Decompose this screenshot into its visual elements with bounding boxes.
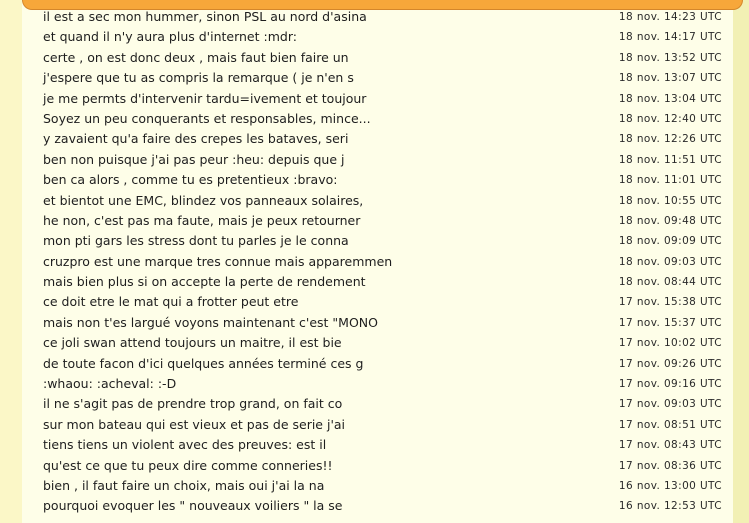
message-row[interactable] <box>22 192 728 212</box>
message-link[interactable]: bien , il faut faire un choix, mais oui j'ai la na <box>43 477 325 493</box>
message-link[interactable]: et quand il n'y aura plus d'internet :mdr: <box>43 29 297 45</box>
message-timestamp: 18 nov. 08:44 UTC <box>618 276 722 289</box>
message-timestamp: 18 nov. 09:48 UTC <box>618 214 722 227</box>
message-link[interactable]: ce joli swan attend toujours un maitre, il est bie <box>43 335 342 351</box>
message-row[interactable] <box>22 130 728 150</box>
message-row[interactable] <box>22 151 728 171</box>
message-row[interactable] <box>22 8 728 28</box>
message-timestamp: 17 nov. 15:37 UTC <box>618 316 722 329</box>
message-row[interactable] <box>22 395 728 415</box>
message-row[interactable] <box>22 457 728 477</box>
message-link[interactable]: et bientot une EMC, blindez vos panneaux solaires, <box>43 192 364 208</box>
message-link[interactable]: ben non puisque j'ai pas peur :heu: depuis que j <box>43 151 345 167</box>
message-timestamp: 18 nov. 12:40 UTC <box>618 112 722 125</box>
message-timestamp: 18 nov. 11:51 UTC <box>618 153 722 166</box>
message-timestamp: 18 nov. 10:55 UTC <box>618 194 722 207</box>
message-link[interactable]: mais bien plus si on accepte la perte de rendement <box>43 274 366 290</box>
message-timestamp: 17 nov. 09:16 UTC <box>618 378 722 391</box>
message-link[interactable]: he non, c'est pas ma faute, mais je peux retourner <box>43 212 361 228</box>
message-row[interactable] <box>22 477 728 497</box>
message-timestamp: 18 nov. 14:23 UTC <box>618 11 722 23</box>
left-margin-strip <box>0 0 22 523</box>
message-timestamp: 18 nov. 09:03 UTC <box>618 255 722 268</box>
message-row[interactable] <box>22 212 728 232</box>
message-link[interactable]: ce doit etre le mat qui a frotter peut etre <box>43 294 299 310</box>
message-link[interactable]: mais non t'es largué voyons maintenant c'est "MONO <box>43 314 378 330</box>
message-timestamp: 17 nov. 08:51 UTC <box>618 418 722 431</box>
message-link[interactable]: tiens tiens un violent avec des preuves: est il <box>43 437 327 453</box>
message-timestamp: 16 nov. 13:00 UTC <box>618 479 722 492</box>
message-timestamp: 17 nov. 09:26 UTC <box>618 357 722 370</box>
message-timestamp: 18 nov. 12:26 UTC <box>618 133 722 146</box>
message-row[interactable] <box>22 49 728 69</box>
message-timestamp: 18 nov. 13:52 UTC <box>618 51 722 64</box>
message-link[interactable]: pourquoi evoquer les " nouveaux voiliers " la se <box>43 498 343 514</box>
message-link[interactable]: certe , on est donc deux , mais faut bien faire un <box>43 49 349 65</box>
message-link[interactable]: il ne s'agit pas de prendre trop grand, on fait co <box>43 396 343 412</box>
message-timestamp: 18 nov. 13:07 UTC <box>618 72 722 85</box>
message-link[interactable]: mon pti gars les stress dont tu parles je le conna <box>43 233 349 249</box>
message-link[interactable]: cruzpro est une marque tres connue mais apparemmen <box>43 253 393 269</box>
message-timestamp: 18 nov. 11:01 UTC <box>618 174 722 187</box>
message-row[interactable] <box>22 273 728 293</box>
message-row[interactable] <box>22 375 728 395</box>
message-row[interactable] <box>22 171 728 191</box>
right-page-edge <box>733 0 749 523</box>
message-row[interactable] <box>22 355 728 375</box>
message-row[interactable] <box>22 416 728 436</box>
message-link[interactable]: il est a sec mon hummer, sinon PSL au nord d'asina <box>43 9 367 24</box>
message-link[interactable]: y zavaient qu'a faire des crepes les bataves, seri <box>43 131 349 147</box>
message-link[interactable]: ben ca alors , comme tu es pretentieux :bravo: <box>43 172 338 188</box>
message-link[interactable]: j'espere que tu as compris la remarque ( je n'en s <box>43 70 354 86</box>
message-link[interactable]: je me permts d'intervenir tardu=ivement et toujour <box>43 90 367 106</box>
message-timestamp: 16 nov. 12:53 UTC <box>618 500 722 513</box>
message-row[interactable] <box>22 253 728 273</box>
message-timestamp: 17 nov. 08:36 UTC <box>618 459 722 472</box>
message-link[interactable]: Soyez un peu conquerants et responsables, mince... <box>43 110 371 126</box>
message-row[interactable] <box>22 28 728 48</box>
message-timestamp: 17 nov. 09:03 UTC <box>618 398 722 411</box>
message-row[interactable] <box>22 314 728 334</box>
message-row[interactable] <box>22 436 728 456</box>
message-row[interactable] <box>22 69 728 89</box>
message-row[interactable] <box>22 90 728 110</box>
message-timestamp: 18 nov. 09:09 UTC <box>618 235 722 248</box>
message-timestamp: 17 nov. 08:43 UTC <box>618 439 722 452</box>
message-row[interactable] <box>22 497 728 517</box>
message-link[interactable]: de toute facon d'ici quelques années terminé ces g <box>43 355 364 371</box>
message-row[interactable] <box>22 110 728 130</box>
message-timestamp: 17 nov. 10:02 UTC <box>618 337 722 350</box>
message-list <box>22 8 728 518</box>
message-link[interactable]: qu'est ce que tu peux dire comme conneries!! <box>43 457 333 473</box>
message-row[interactable] <box>22 293 728 313</box>
message-timestamp: 18 nov. 14:17 UTC <box>618 31 722 44</box>
message-timestamp: 18 nov. 13:04 UTC <box>618 92 722 105</box>
message-row[interactable] <box>22 232 728 252</box>
message-link[interactable]: sur mon bateau qui est vieux et pas de serie j'ai <box>43 416 346 432</box>
message-timestamp: 17 nov. 15:38 UTC <box>618 296 722 309</box>
message-link[interactable]: :whaou: :acheval: :-D <box>43 376 177 392</box>
message-row[interactable] <box>22 334 728 354</box>
